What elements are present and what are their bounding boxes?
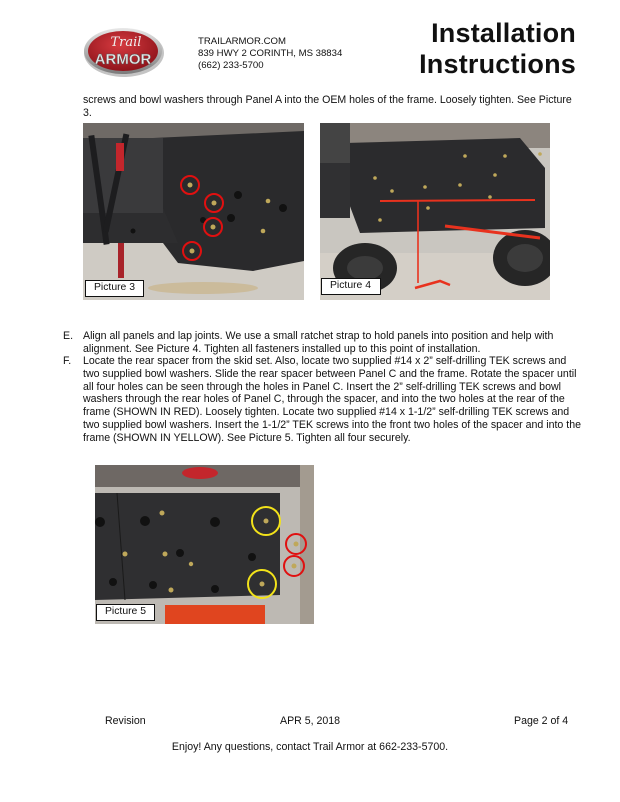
footer-closing: Enjoy! Any questions, contact Trail Armor at 662-233-5700. bbox=[171, 741, 449, 753]
document-title bbox=[419, 18, 576, 80]
company-address: 839 HWY 2 CORINTH, MS 38834 bbox=[198, 48, 343, 59]
trail-armor-logo bbox=[83, 26, 165, 78]
footer-revision: Revision bbox=[105, 715, 146, 727]
step-e bbox=[63, 330, 583, 356]
caption-picture-4: Picture 4 bbox=[321, 278, 381, 295]
photo-picture-5 bbox=[95, 465, 314, 624]
logo-text-trail: Trail bbox=[110, 35, 142, 50]
footer-page-number: Page 2 of 4 bbox=[514, 715, 569, 727]
title-line-1: Installation bbox=[431, 18, 576, 48]
company-website: TRAILARMOR.COM bbox=[198, 36, 286, 47]
step-text: Locate the rear spacer from the skid set. Also, locate two supplied #14 x 2” self-drilling TEK screws and two supplied bowl washers. Slide the rear spacer between Panel C and the frame. Rotate the spacer until all four holes can be seen through the holes in Panel C. Insert the 2” self-drilling TEK screws and bowl washers through the rear holes of Panel C, through the spacer, and into the two holes at the rear of the frame (SHOWN IN RED). Loosely tighten. Locate two supplied #14 x 1-1/2” self-drilling TEK screws and two supplied bowl washers. Insert the 1-1/2” TEK screws into the front two holes of the spacer and into the frame (SHOWN IN YELLOW). See Picture 5. Tighten all four securely. bbox=[83, 355, 581, 444]
caption-picture-5: Picture 5 bbox=[96, 604, 155, 621]
caption-picture-3: Picture 3 bbox=[85, 280, 144, 297]
company-phone: (662) 233-5700 bbox=[198, 60, 264, 71]
step-marker: E. bbox=[63, 330, 74, 342]
title-line-2: Instructions bbox=[419, 49, 576, 79]
photo-picture-4 bbox=[320, 123, 550, 300]
footer-date: APR 5, 2018 bbox=[280, 715, 341, 727]
photo-picture-3 bbox=[83, 123, 304, 300]
company-contact bbox=[198, 36, 342, 72]
step-marker: F. bbox=[63, 355, 72, 367]
step-f bbox=[63, 355, 583, 445]
intro-paragraph: screws and bowl washers through Panel A into the OEM holes of the frame. Loosely tighten. See Picture 3. bbox=[83, 94, 572, 119]
step-text: Align all panels and lap joints. We use a small ratchet strap to hold panels into position and help with alignment. See Picture 4. Tighten all fasteners installed up to this point of installation. bbox=[83, 330, 554, 355]
logo-text-armor: ARMOR bbox=[94, 51, 152, 68]
